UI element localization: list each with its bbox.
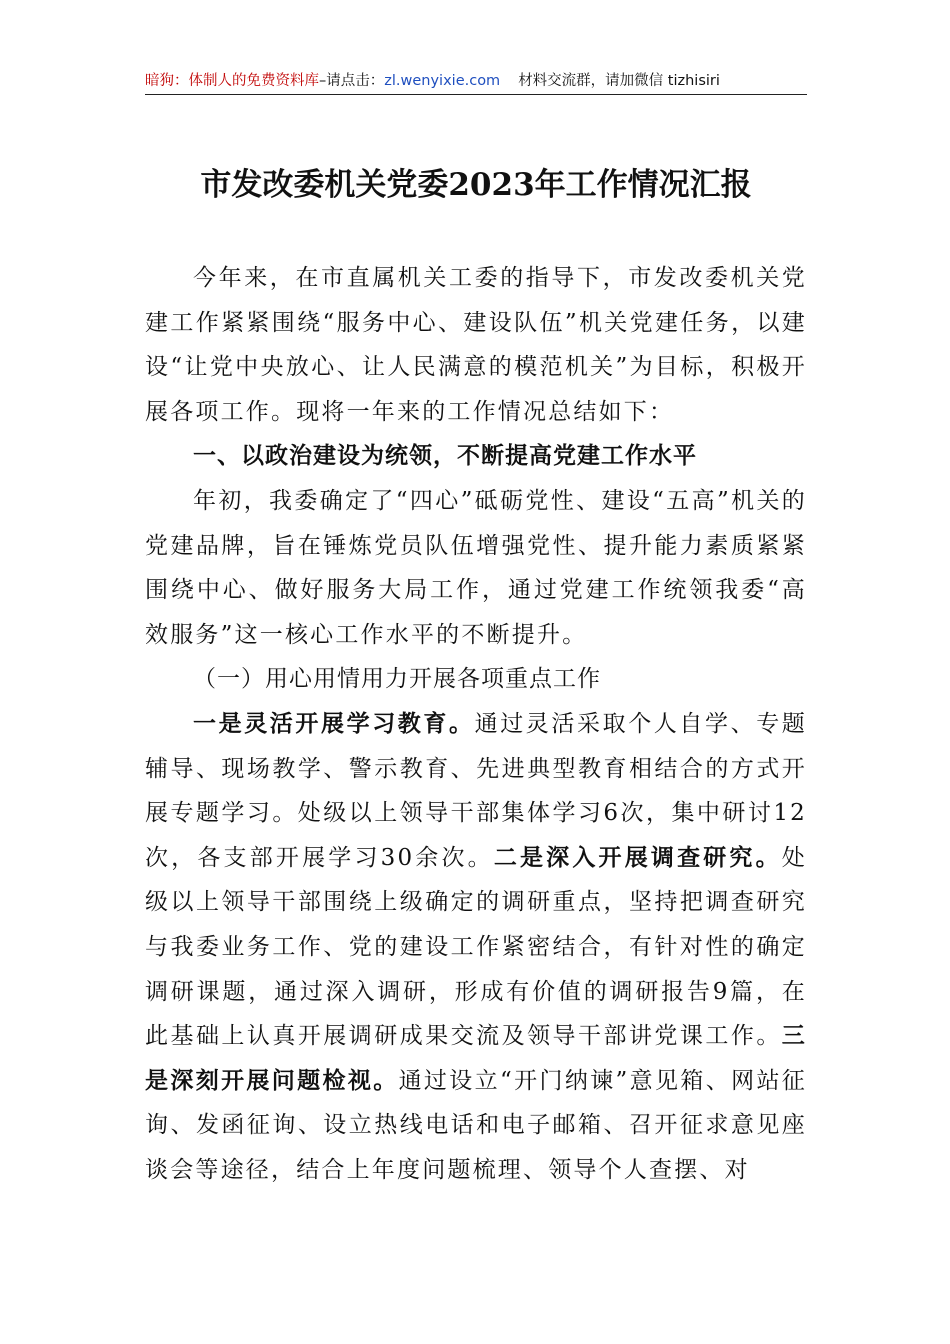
item-2-title: 二是深入开展调查研究。 <box>493 843 782 871</box>
section-heading-1: 一、以政治建设为统领，不断提高党建工作水平 <box>193 443 697 470</box>
item-1-title: 一是灵活开展学习教育。 <box>193 709 475 737</box>
section-1-paragraph: 年初，我委确定了“四心”砥砺党性、建设“五高”机关的党建品牌，旨在锤炼党员队伍增强党性、提升能力素质紧紧围绕中心、做好服务大局工作，通过党建工作统领我委“高效服务”这一核心工作水平的不断提升。 <box>145 487 807 648</box>
header-wechat-note: 材料交流群，请加微信 tizhisiri <box>518 73 720 89</box>
document-body <box>145 256 807 1192</box>
item-1-text: 通过灵活采取个人自学、专题辅导、现场教学、警示教育、先进典型教育相结合的方式开展专题学习。处级以上领导干部集体学习6次，集中研讨12次，各支部开展学习30余次。 <box>145 710 808 871</box>
item-3-text: 通过设立“开门纳谏”意见箱、网站征询、发函征询、设立热线电话和电子邮箱、召开征求意见座谈会等途径，结合上年度问题梳理、领导个人查摆、对 <box>145 1067 808 1183</box>
page-header <box>145 68 807 95</box>
item-3-title: 三是深刻开展问题检视。 <box>145 1022 807 1094</box>
item-2-text: 处级以上领导干部围绕上级确定的调研重点，坚持把调查研究与我委业务工作、党的建设工作紧密结合，有针对性的确定调研课题，通过深入调研，形成有价值的调研报告9篇，在此基础上认真开展调研成果交流及领导干部讲党课工作。 <box>145 844 807 1050</box>
subsection-heading-1: （一）用心用情用力开展各项重点工作 <box>193 666 601 693</box>
intro-paragraph: 今年来，在市直属机关工委的指导下，市发改委机关党建工作紧紧围绕“服务中心、建设队伍”机关党建任务，以建设“让党中央放心、让人民满意的模范机关”为目标，积极开展各项工作。现将一年来的工作情况总结如下： <box>145 265 807 425</box>
header-site-name: 暗狗：体制人的免费资料库 <box>145 73 319 89</box>
work-items-paragraph <box>145 702 807 1193</box>
header-url-link[interactable]: zl.wenyixie.com <box>384 73 501 89</box>
header-click-prompt: –请点击： <box>319 73 385 89</box>
document-title: 市发改委机关党委2023年工作情况汇报 <box>200 167 752 203</box>
